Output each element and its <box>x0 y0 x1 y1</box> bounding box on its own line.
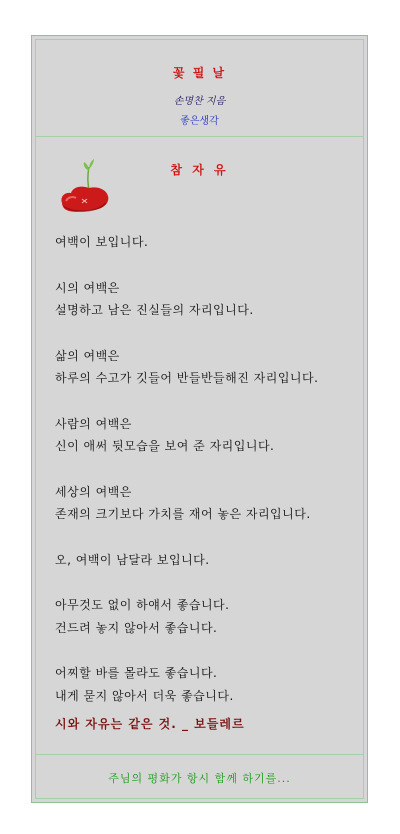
poem-stanza <box>55 549 375 572</box>
poem-card-inner <box>35 39 364 799</box>
poem-line: 신이 애써 뒷모습을 보여 준 자리입니다. <box>55 439 275 453</box>
poem-line: 하루의 수고가 깃들어 반들반들해진 자리입니다. <box>55 371 319 385</box>
poem-line: 내게 묻지 않아서 더욱 좋습니다. <box>55 688 234 703</box>
poem-line: 오, 여백이 남달라 보입니다. <box>55 552 210 567</box>
poem-line: 삶의 여백은 <box>55 348 120 363</box>
poem-card <box>31 35 368 803</box>
poem-stanza <box>55 662 375 707</box>
poem-line: 시의 여백은 <box>55 280 120 295</box>
closing-quote: 시와 자유는 같은 것. _ 보들레르 <box>55 717 245 731</box>
poem-line: 아무것도 없이 하얘서 좋습니다. <box>55 598 230 612</box>
poem-stanza <box>55 413 375 458</box>
poem-line: 존재의 크기보다 가치를 재어 놓은 자리입니다. <box>55 507 311 521</box>
publisher: 좋은생각 <box>180 116 219 127</box>
book-title: 꽃 필 날 <box>172 66 227 80</box>
poem-line: 건드려 놓지 않아서 좋습니다. <box>55 620 218 635</box>
poem-stanza <box>55 594 375 639</box>
poem-stanza <box>55 231 375 254</box>
poem-stanza <box>55 481 375 526</box>
poem-content <box>36 137 363 755</box>
header <box>36 40 363 137</box>
poem-body <box>55 231 375 730</box>
poem-heading: 참 자 유 <box>170 163 229 177</box>
poem-line: 어찌할 바를 몰라도 좋습니다. <box>55 666 218 680</box>
footer-blessing: 주님의 평화가 항시 함께 하기를... <box>108 772 291 785</box>
author: 손명찬 지음 <box>173 96 226 107</box>
footer <box>36 754 363 798</box>
poem-line: 세상의 여백은 <box>55 484 132 499</box>
poem-stanza <box>55 345 375 390</box>
poem-stanza <box>55 277 375 322</box>
poem-line: 설명하고 남은 진실들의 자리입니다. <box>55 303 254 317</box>
poem-line: 여백이 보입니다. <box>55 235 149 249</box>
poem-line: 사람의 여백은 <box>55 416 132 431</box>
